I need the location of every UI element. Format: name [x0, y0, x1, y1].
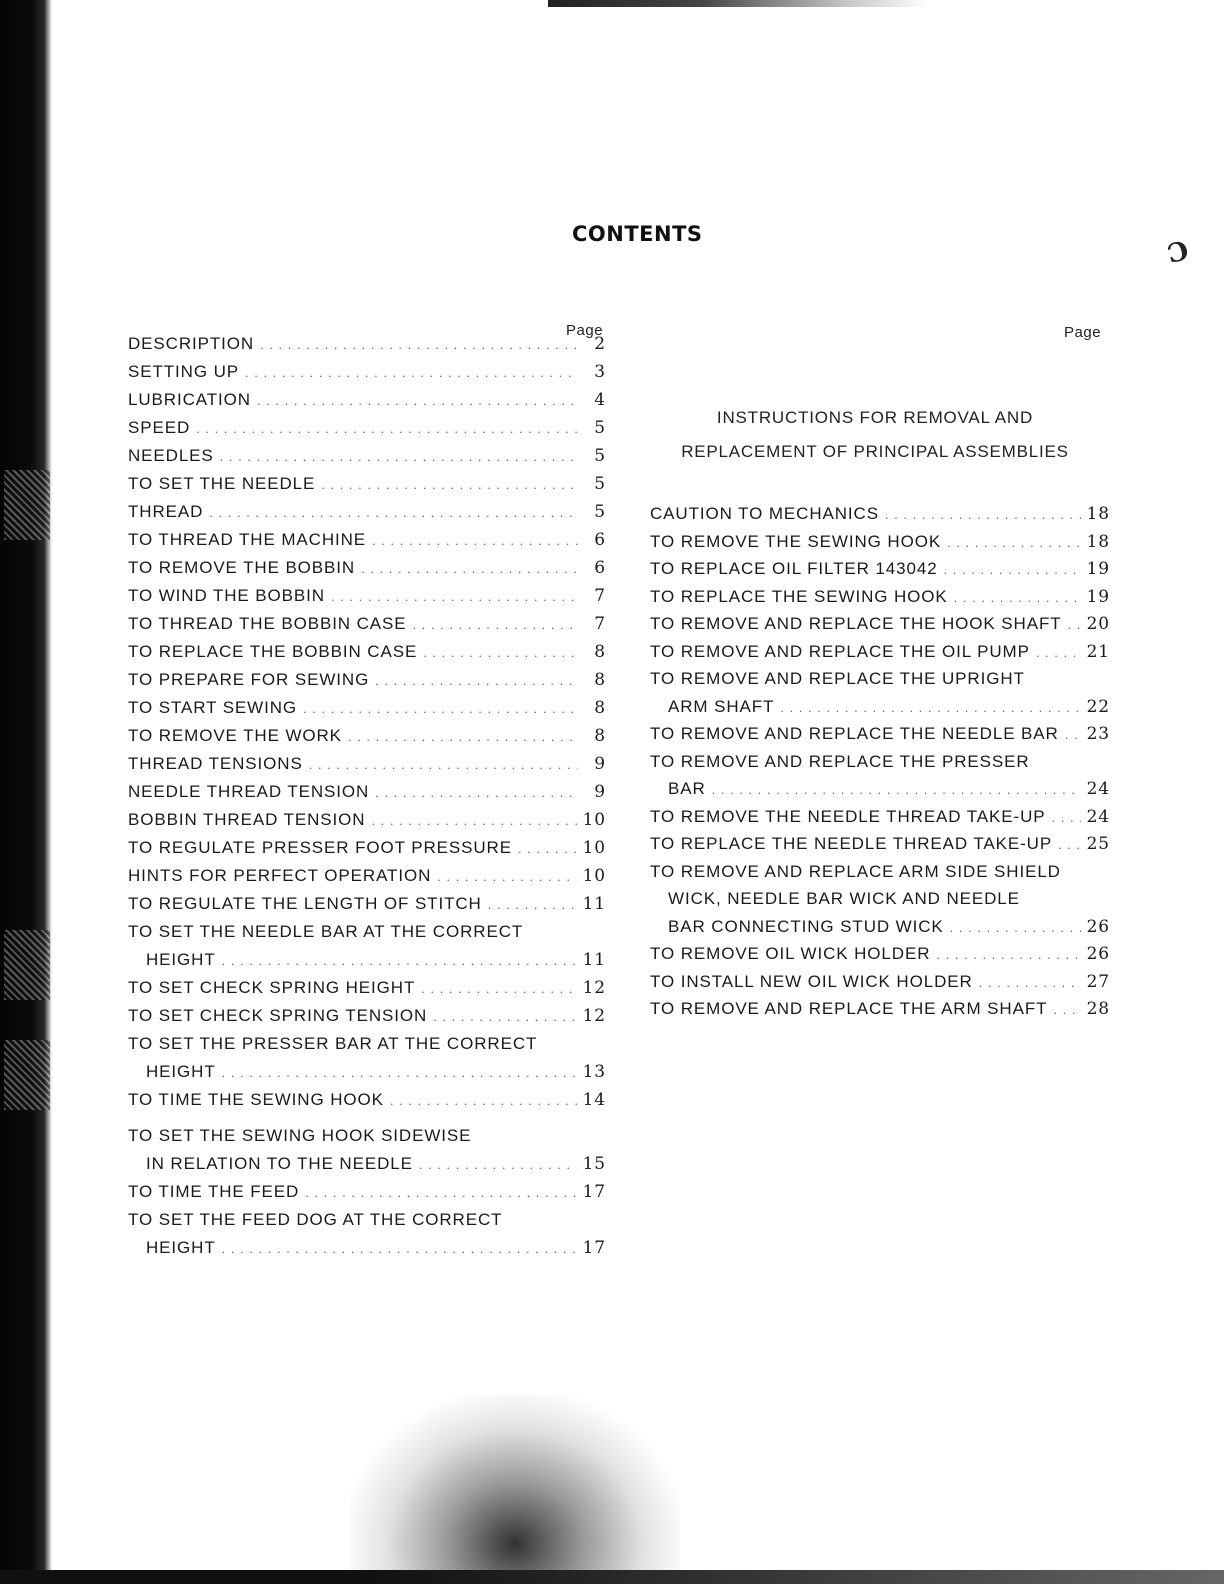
toc-entry-page: 10 [582, 810, 606, 830]
toc-entry-label: TO START SEWING [128, 698, 298, 717]
dot-leader [321, 471, 578, 499]
toc-entry [128, 1150, 606, 1178]
toc-entry-page: 4 [594, 390, 606, 410]
toc-entry-label: TO REMOVE AND REPLACE THE OIL PUMP [650, 641, 1030, 661]
toc-entry-label: TO PREPARE FOR SEWING [128, 670, 370, 689]
toc-entry [128, 862, 606, 890]
toc-entry-page: 13 [582, 1062, 606, 1082]
dot-leader [936, 941, 1080, 969]
toc-entry-page: 25 [1086, 834, 1110, 854]
toc-entry-page: 2 [594, 334, 606, 354]
toc-entry-page: 27 [1086, 971, 1110, 992]
dot-leader [1036, 639, 1081, 667]
dot-leader [348, 723, 578, 751]
toc-entry-page: 5 [594, 474, 606, 494]
toc-entry-label: TO REPLACE OIL FILTER 143042 [650, 559, 938, 578]
dot-leader [361, 555, 578, 583]
toc-entry-label: THREAD TENSIONS [128, 754, 303, 773]
toc-entry-page: 9 [594, 754, 606, 774]
toc-entry [128, 386, 606, 414]
toc-entry-page: 5 [594, 418, 606, 438]
toc-entry-label: HEIGHT [146, 950, 216, 969]
toc-entry-page: 26 [1086, 944, 1110, 964]
toc-entry-label: TO SET THE NEEDLE BAR AT THE CORRECT [128, 922, 524, 941]
toc-entry-label: TO REMOVE THE BOBBIN [128, 558, 356, 577]
toc-entry [128, 1002, 606, 1030]
toc-entry [128, 918, 606, 946]
toc-entry [650, 720, 1110, 748]
toc-entry-label: TO REMOVE AND REPLACE THE NEEDLE BAR [650, 724, 1059, 743]
toc-entry [650, 638, 1110, 666]
toc-entry [650, 968, 1110, 996]
left-page-header: Page [566, 322, 604, 339]
toc-entry [128, 1030, 606, 1058]
toc-entry-label: TO SET THE PRESSER BAR AT THE CORRECT [128, 1034, 538, 1053]
toc-entry [650, 610, 1110, 638]
dot-leader [413, 611, 578, 639]
toc-entry [650, 803, 1110, 831]
toc-entry-label: IN RELATION TO THE NEEDLE [146, 1154, 413, 1173]
toc-entry [128, 638, 606, 666]
toc-entry-label: TO REMOVE AND REPLACE ARM SIDE SHIELD [650, 861, 1061, 881]
toc-entry-page: 19 [1086, 586, 1110, 607]
toc-entry [128, 890, 606, 918]
toc-entry-page: 20 [1086, 614, 1110, 634]
toc-entry [128, 526, 606, 554]
toc-entry-label: TO REMOVE AND REPLACE THE HOOK SHAFT [650, 614, 1062, 633]
scan-edge-shadow [0, 0, 52, 1584]
toc-entry-label: TO SET THE NEEDLE [128, 474, 316, 493]
toc-entry-label: TO REMOVE AND REPLACE THE ARM SHAFT [650, 999, 1048, 1018]
toc-entry-label: TO REMOVE THE SEWING HOOK [650, 531, 942, 551]
toc-entry-page: 22 [1086, 696, 1110, 717]
dot-leader [950, 914, 1081, 942]
toc-entry-page: 8 [594, 642, 606, 662]
right-page-header: Page [1064, 324, 1102, 341]
dot-leader [419, 1151, 577, 1179]
dot-leader [954, 584, 1081, 612]
toc-entry-label: TO REPLACE THE SEWING HOOK [650, 586, 948, 606]
dot-leader [371, 807, 576, 835]
toc-entry [128, 806, 606, 834]
scan-bottom-edge [0, 1570, 1224, 1584]
toc-entry-page: 7 [594, 614, 606, 634]
toc-entry-page: 11 [582, 894, 606, 914]
dot-leader [433, 1003, 576, 1031]
toc-entry [128, 1178, 606, 1206]
toc-entry [650, 748, 1110, 776]
scan-noise [4, 1040, 50, 1110]
toc-entry-label: TO SET CHECK SPRING HEIGHT [128, 978, 416, 997]
scan-noise [4, 930, 50, 1000]
dot-leader [372, 527, 578, 555]
toc-entry [128, 666, 606, 694]
dot-leader [257, 387, 578, 415]
toc-entry-page: 5 [594, 502, 606, 522]
toc-entry-page: 8 [594, 698, 606, 718]
toc-entry [650, 913, 1110, 941]
dot-leader [885, 501, 1081, 529]
dot-leader [305, 1179, 576, 1207]
toc-entry-label: TO REMOVE THE NEEDLE THREAD TAKE-UP [650, 806, 1046, 826]
toc-entry-page: 18 [1086, 504, 1110, 524]
toc-entry-label: THREAD [128, 502, 204, 521]
toc-entry-label: SETTING UP [128, 362, 240, 381]
dot-leader [196, 415, 578, 443]
dot-leader [1065, 721, 1081, 749]
toc-entry [128, 358, 606, 386]
toc-entry-page: 17 [582, 1238, 606, 1258]
toc-entry-page: 14 [582, 1090, 606, 1110]
toc-entry [650, 885, 1110, 913]
toc-entry-page: 8 [594, 726, 606, 746]
corner-mark-icon: Ɔ [1164, 235, 1193, 271]
dot-leader [1068, 611, 1081, 639]
dot-leader [303, 695, 578, 723]
dot-leader [979, 969, 1081, 997]
toc-entry [128, 470, 606, 498]
toc-entry-label: LUBRICATION [128, 390, 251, 409]
toc-entry-label: ARM SHAFT [668, 696, 775, 716]
toc-entry-page: 19 [1086, 559, 1110, 579]
toc-entry [650, 693, 1110, 721]
toc-entry-label: HINTS FOR PERFECT OPERATION [128, 866, 432, 885]
dot-leader [220, 443, 578, 471]
toc-entry-label: TO INSTALL NEW OIL WICK HOLDER [650, 971, 973, 991]
toc-entry-label: TO SET THE SEWING HOOK SIDEWISE [128, 1126, 472, 1145]
toc-entry-label: BAR [668, 779, 706, 798]
toc-entry-page: 28 [1086, 999, 1110, 1019]
dot-leader [421, 975, 576, 1003]
dot-leader [1053, 996, 1080, 1024]
dot-leader [390, 1087, 577, 1115]
toc-entry [650, 775, 1110, 803]
toc-entry-label: TO REPLACE THE BOBBIN CASE [128, 642, 418, 661]
toc-entry-label: WICK, NEEDLE BAR WICK AND NEEDLE [668, 889, 1020, 908]
toc-entry [128, 778, 606, 806]
dot-leader [1058, 831, 1080, 859]
page-title: CONTENTS [572, 222, 703, 246]
toc-entry-page: 10 [582, 866, 606, 886]
toc-entry-label: TO REMOVE THE WORK [128, 726, 342, 745]
dot-leader [209, 499, 578, 527]
toc-entry-label: CAUTION TO MECHANICS [650, 504, 879, 523]
dot-leader [222, 1235, 577, 1263]
toc-entry-page: 10 [582, 838, 606, 858]
toc-entry-label: NEEDLES [128, 446, 214, 465]
toc-entry [128, 722, 606, 750]
toc-entry-label: TO SET THE FEED DOG AT THE CORRECT [128, 1210, 503, 1229]
right-toc-list [650, 500, 1110, 1023]
toc-entry-label: TO REGULATE THE LENGTH OF STITCH [128, 894, 482, 913]
toc-entry [128, 946, 606, 974]
toc-entry-page: 5 [594, 446, 606, 466]
toc-entry-page: 6 [594, 558, 606, 578]
toc-entry [650, 555, 1110, 583]
dot-leader [331, 583, 578, 611]
toc-entry-label: SPEED [128, 418, 191, 437]
toc-entry [128, 1122, 606, 1150]
toc-entry [128, 750, 606, 778]
section-heading-line-1: INSTRUCTIONS FOR REMOVAL AND [716, 408, 1034, 427]
toc-entry-label: HEIGHT [146, 1238, 216, 1257]
dot-leader [260, 331, 578, 359]
toc-entry-label: DESCRIPTION [128, 334, 255, 353]
dot-leader [518, 835, 577, 863]
toc-entry-label: TO THREAD THE MACHINE [128, 530, 367, 549]
toc-entry-label: TO REPLACE THE NEEDLE THREAD TAKE-UP [650, 834, 1053, 853]
toc-entry [128, 498, 606, 526]
dot-leader [488, 891, 577, 919]
scan-smudge [350, 1395, 680, 1570]
toc-entry [128, 610, 606, 638]
scan-noise [4, 470, 50, 540]
toc-entry [128, 554, 606, 582]
toc-entry-label: TO SET CHECK SPRING TENSION [128, 1006, 428, 1025]
toc-entry-label: TO WIND THE BOBBIN [128, 586, 325, 605]
dot-leader [1052, 804, 1081, 832]
toc-entry [650, 528, 1110, 556]
toc-entry-label: TO TIME THE FEED [128, 1182, 300, 1201]
toc-entry [128, 1206, 606, 1234]
toc-entry-page: 24 [1086, 806, 1110, 827]
toc-entry-label: TO REGULATE PRESSER FOOT PRESSURE [128, 838, 512, 857]
toc-entry-label: TO THREAD THE BOBBIN CASE [128, 614, 407, 633]
dot-leader [375, 779, 578, 807]
dot-leader [944, 556, 1081, 584]
dot-leader [222, 1059, 577, 1087]
toc-entry [650, 995, 1110, 1023]
toc-entry-page: 17 [582, 1182, 606, 1202]
dot-leader [309, 751, 578, 779]
toc-entry [650, 830, 1110, 858]
toc-entry-label: TO REMOVE AND REPLACE THE PRESSER [650, 751, 1030, 771]
toc-entry-page: 23 [1086, 724, 1110, 744]
toc-entry [128, 442, 606, 470]
toc-entry-page: 24 [1086, 779, 1110, 799]
left-toc-list [128, 330, 606, 1262]
toc-entry-page: 26 [1086, 916, 1110, 937]
toc-entry-page: 12 [582, 1006, 606, 1026]
toc-entry-page: 15 [582, 1154, 606, 1174]
toc-entry-page: 7 [594, 586, 606, 606]
toc-entry-page: 9 [594, 782, 606, 802]
toc-entry-label: BOBBIN THREAD TENSION [128, 810, 366, 829]
toc-entry [128, 974, 606, 1002]
toc-entry-page: 6 [594, 530, 606, 550]
toc-entry [650, 858, 1110, 886]
toc-entry-label: NEEDLE THREAD TENSION [128, 782, 370, 801]
dot-leader [245, 359, 578, 387]
toc-entry [128, 582, 606, 610]
toc-entry [650, 665, 1110, 693]
toc-entry [128, 1234, 606, 1262]
dot-leader [780, 694, 1080, 722]
toc-entry [128, 330, 606, 358]
dot-leader [712, 776, 1081, 804]
toc-entry-page: 18 [1086, 531, 1110, 552]
scan-top-artifact [548, 0, 928, 7]
toc-entry-label: TO TIME THE SEWING HOOK [128, 1090, 384, 1109]
dot-leader [375, 667, 578, 695]
dot-leader [222, 947, 577, 975]
toc-entry [128, 1058, 606, 1086]
toc-entry [650, 583, 1110, 611]
toc-entry [128, 1086, 606, 1114]
toc-entry-page: 11 [582, 950, 606, 970]
toc-entry-label: HEIGHT [146, 1062, 216, 1081]
dot-leader [437, 863, 576, 891]
toc-entry-label: BAR CONNECTING STUD WICK [668, 916, 944, 936]
toc-entry-page: 12 [582, 978, 606, 998]
toc-entry-label: TO REMOVE AND REPLACE THE UPRIGHT [650, 669, 1025, 688]
section-heading-line-2: REPLACEMENT OF PRINCIPAL ASSEMBLIES [681, 442, 1069, 461]
toc-entry [650, 940, 1110, 968]
toc-entry [128, 834, 606, 862]
toc-entry-page: 21 [1086, 641, 1110, 662]
toc-entry [650, 500, 1110, 528]
toc-entry [128, 414, 606, 442]
toc-entry-page: 3 [594, 362, 606, 382]
dot-leader [947, 529, 1080, 557]
toc-entry [128, 694, 606, 722]
toc-entry-label: TO REMOVE OIL WICK HOLDER [650, 944, 931, 963]
toc-entry-page: 8 [594, 670, 606, 690]
dot-leader [423, 639, 578, 667]
